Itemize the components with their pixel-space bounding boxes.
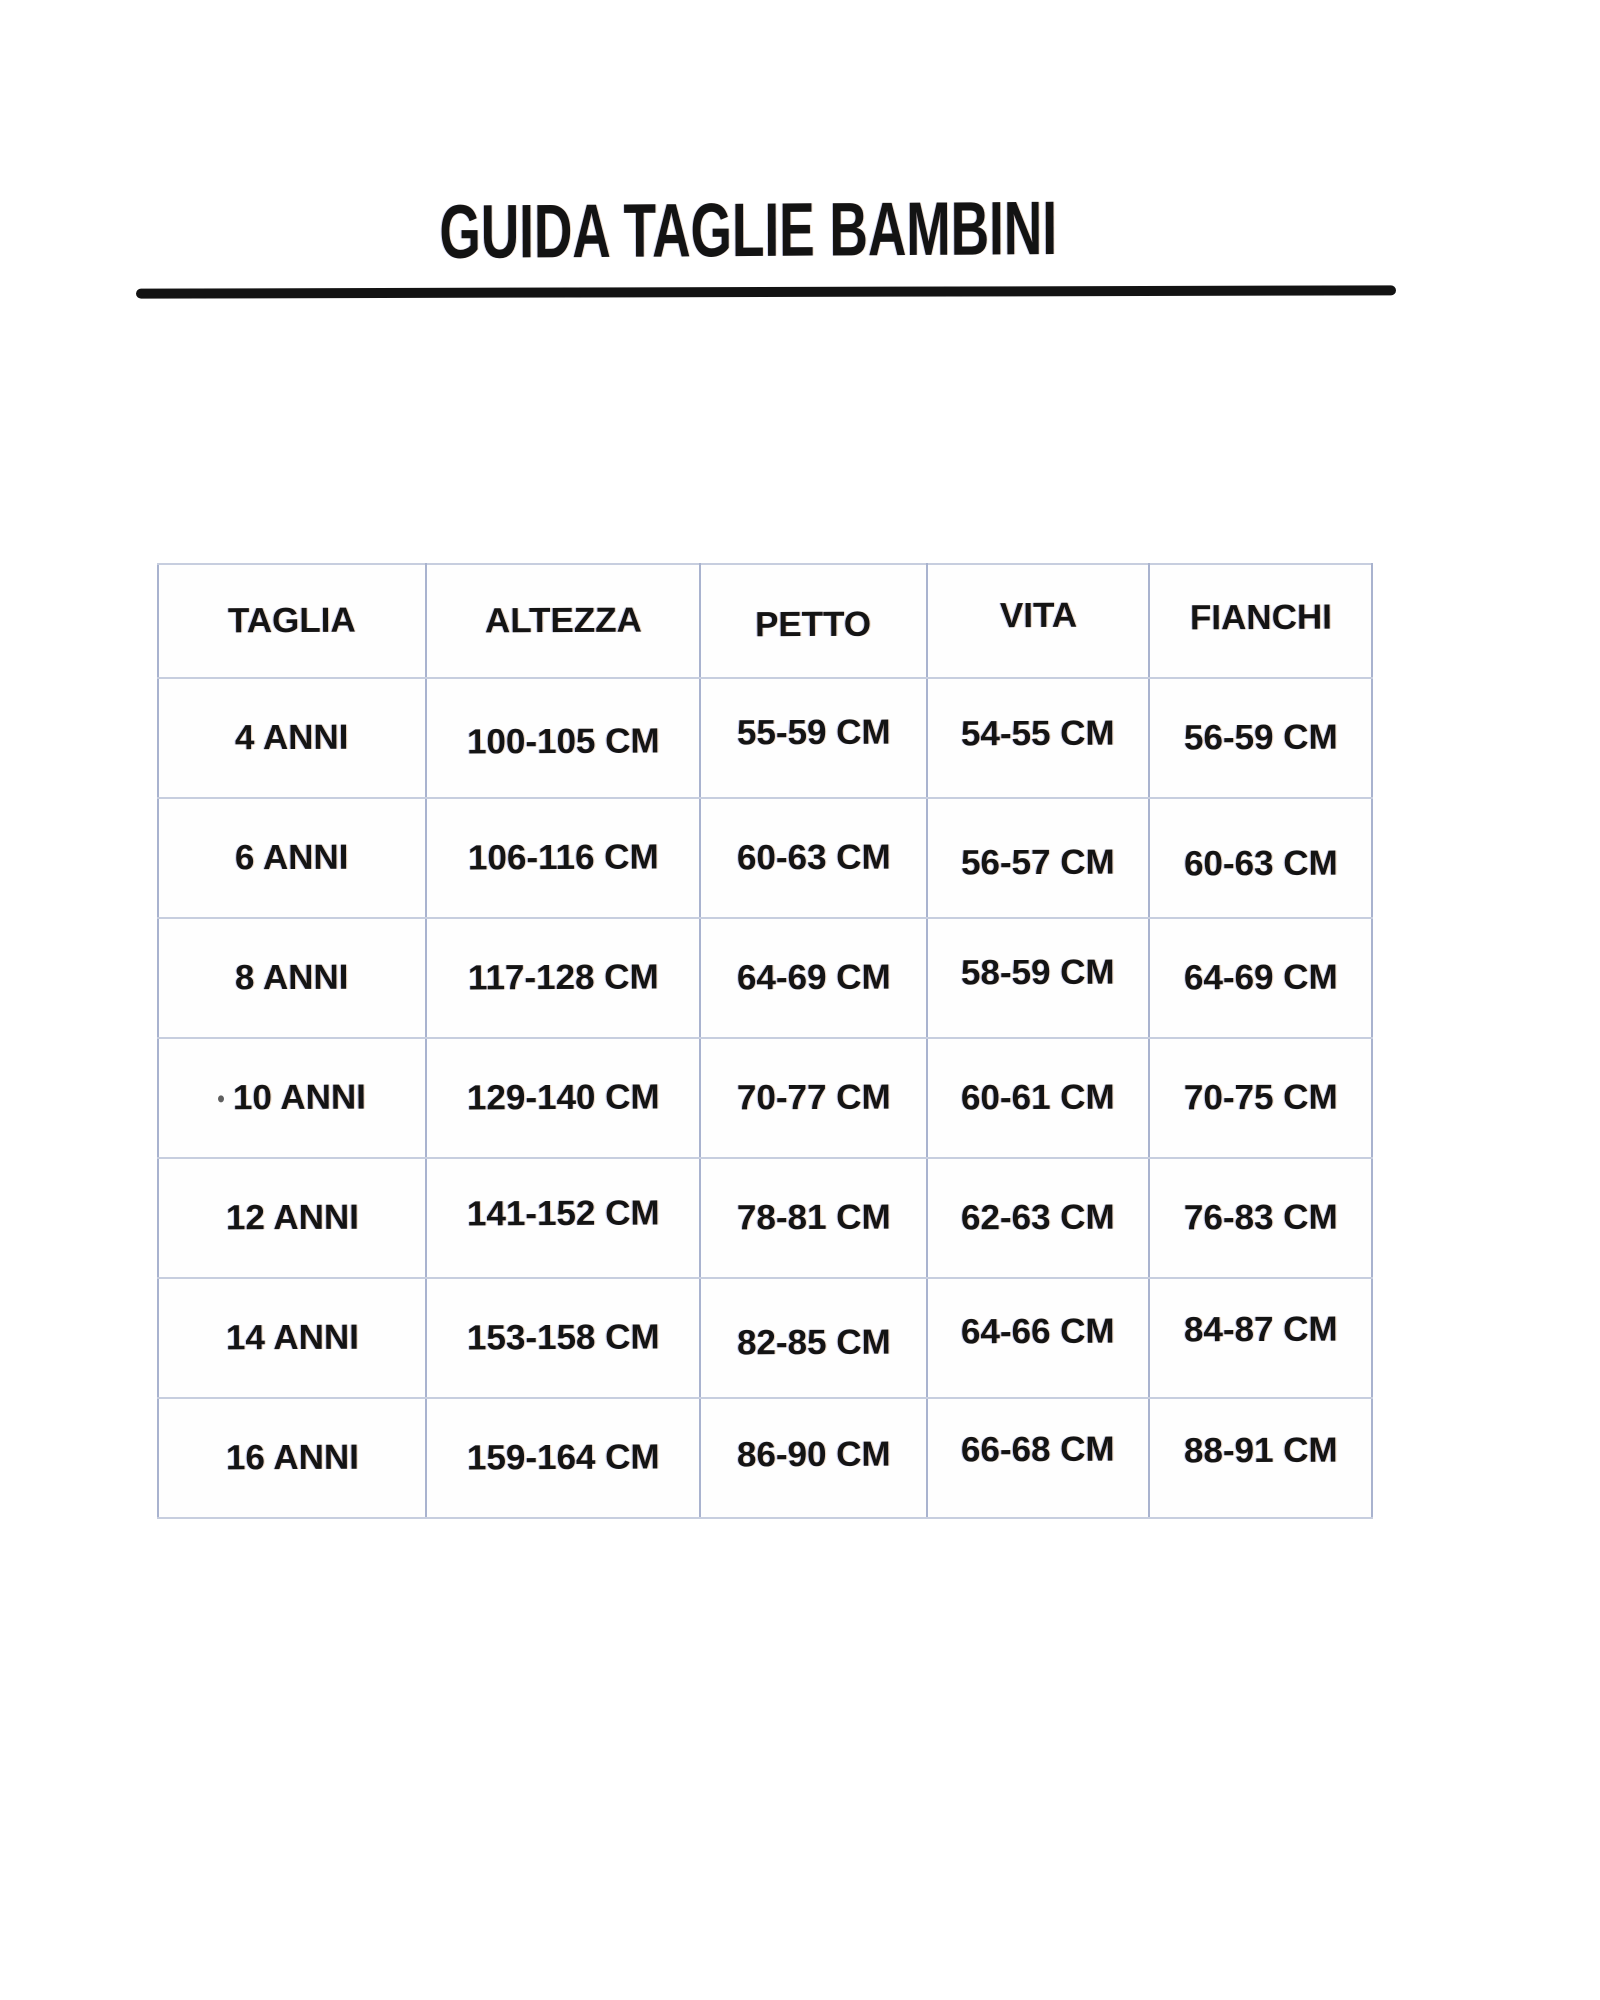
size-cell-taglia bbox=[158, 798, 426, 918]
size-cell-vita bbox=[927, 1038, 1149, 1158]
size-cell-vita bbox=[927, 798, 1149, 918]
size-table-head bbox=[158, 564, 1372, 678]
page-title-wrap bbox=[0, 186, 1600, 275]
table-row bbox=[158, 1038, 1372, 1158]
table-row bbox=[158, 1158, 1372, 1278]
size-cell-value: 60-63 CM bbox=[1183, 843, 1338, 884]
size-cell-value: 66-68 CM bbox=[961, 1429, 1116, 1470]
size-cell-fianchi bbox=[1149, 1278, 1372, 1398]
size-cell-value: 64-69 CM bbox=[736, 957, 891, 998]
size-cell-value: 64-69 CM bbox=[1183, 957, 1338, 998]
header-row bbox=[158, 564, 1372, 678]
size-cell-altezza bbox=[426, 798, 699, 918]
column-header-label: PETTO bbox=[755, 604, 872, 645]
size-cell-value: 141-152 CM bbox=[466, 1193, 660, 1234]
size-cell-value: 55-59 CM bbox=[736, 712, 891, 753]
size-cell-petto bbox=[700, 1398, 928, 1518]
column-header-vita bbox=[927, 564, 1149, 678]
size-cell-value: 6 ANNI bbox=[235, 837, 349, 878]
column-header-taglia bbox=[158, 564, 426, 678]
table-row bbox=[158, 918, 1372, 1038]
column-header-label: FIANCHI bbox=[1189, 597, 1332, 638]
size-cell-fianchi bbox=[1149, 918, 1372, 1038]
page-title: GUIDA TAGLIE BAMBINI bbox=[439, 186, 1057, 275]
size-cell-petto bbox=[700, 678, 928, 798]
size-cell-value: 159-164 CM bbox=[466, 1437, 660, 1478]
size-cell-fianchi bbox=[1149, 678, 1372, 798]
size-cell-petto bbox=[700, 1278, 928, 1398]
size-cell-altezza bbox=[426, 918, 699, 1038]
column-header-petto bbox=[700, 564, 928, 678]
size-cell-value: 76-83 CM bbox=[1183, 1197, 1338, 1238]
size-cell-value: 54-55 CM bbox=[961, 713, 1116, 754]
size-cell-value: 62-63 CM bbox=[961, 1197, 1116, 1238]
column-header-altezza bbox=[426, 564, 699, 678]
size-cell-value: 14 ANNI bbox=[225, 1317, 359, 1358]
size-cell-value: 60-63 CM bbox=[736, 837, 891, 878]
size-cell-fianchi bbox=[1149, 1158, 1372, 1278]
size-cell-value: 64-66 CM bbox=[961, 1311, 1116, 1352]
size-cell-vita bbox=[927, 1158, 1149, 1278]
size-cell-taglia bbox=[158, 1158, 426, 1278]
size-cell-fianchi bbox=[1149, 1398, 1372, 1518]
size-cell-altezza bbox=[426, 1038, 699, 1158]
size-cell-petto bbox=[700, 918, 928, 1038]
size-cell-petto bbox=[700, 1158, 928, 1278]
size-cell-value: 153-158 CM bbox=[466, 1317, 660, 1358]
size-cell-value: 86-90 CM bbox=[736, 1434, 891, 1475]
size-cell-value: 8 ANNI bbox=[235, 957, 349, 998]
size-table-body bbox=[158, 678, 1372, 1518]
size-cell-value: 16 ANNI bbox=[225, 1437, 359, 1478]
size-cell-value: 78-81 CM bbox=[736, 1197, 891, 1238]
title-divider bbox=[136, 285, 1396, 298]
size-cell-value: 12 ANNI bbox=[225, 1197, 359, 1238]
size-cell-taglia bbox=[158, 1038, 426, 1158]
table-row bbox=[158, 1398, 1372, 1518]
size-cell-taglia bbox=[158, 918, 426, 1038]
size-cell-vita bbox=[927, 678, 1149, 798]
size-cell-value: 4 ANNI bbox=[235, 717, 349, 758]
size-cell-vita bbox=[927, 918, 1149, 1038]
table-row bbox=[158, 798, 1372, 918]
size-cell-petto bbox=[700, 798, 928, 918]
size-cell-value: 56-57 CM bbox=[961, 842, 1116, 883]
size-cell-value: 88-91 CM bbox=[1183, 1430, 1338, 1471]
size-cell-fianchi bbox=[1149, 1038, 1372, 1158]
size-guide-table bbox=[157, 563, 1373, 1519]
size-cell-taglia bbox=[158, 678, 426, 798]
size-cell-petto bbox=[700, 1038, 928, 1158]
size-cell-value: 70-77 CM bbox=[736, 1077, 891, 1118]
size-cell-value: 82-85 CM bbox=[736, 1322, 891, 1363]
table-row bbox=[158, 1278, 1372, 1398]
size-cell-value: 106-116 CM bbox=[467, 837, 659, 878]
column-header-fianchi bbox=[1149, 564, 1372, 678]
size-cell-vita bbox=[927, 1278, 1149, 1398]
size-cell-altezza bbox=[426, 678, 699, 798]
size-cell-altezza bbox=[426, 1398, 699, 1518]
size-cell-taglia bbox=[158, 1278, 426, 1398]
size-cell-value: 84-87 CM bbox=[1183, 1309, 1338, 1350]
size-cell-value: 100-105 CM bbox=[466, 721, 660, 762]
table-row bbox=[158, 678, 1372, 798]
column-header-label: VITA bbox=[999, 595, 1077, 636]
size-cell-value: 56-59 CM bbox=[1183, 717, 1338, 758]
size-cell-value: 60-61 CM bbox=[961, 1077, 1116, 1118]
size-cell-value: 117-128 CM bbox=[467, 957, 659, 998]
size-cell-vita bbox=[927, 1398, 1149, 1518]
size-cell-altezza bbox=[426, 1278, 699, 1398]
size-cell-value: 10 ANNI bbox=[218, 1078, 366, 1119]
size-cell-value: 70-75 CM bbox=[1183, 1077, 1338, 1118]
size-cell-fianchi bbox=[1149, 798, 1372, 918]
size-cell-altezza bbox=[426, 1158, 699, 1278]
column-header-label: ALTEZZA bbox=[484, 600, 642, 641]
size-cell-value: 58-59 CM bbox=[961, 952, 1116, 993]
size-cell-taglia bbox=[158, 1398, 426, 1518]
size-cell-value: 129-140 CM bbox=[466, 1077, 660, 1118]
column-header-label: TAGLIA bbox=[228, 600, 357, 641]
